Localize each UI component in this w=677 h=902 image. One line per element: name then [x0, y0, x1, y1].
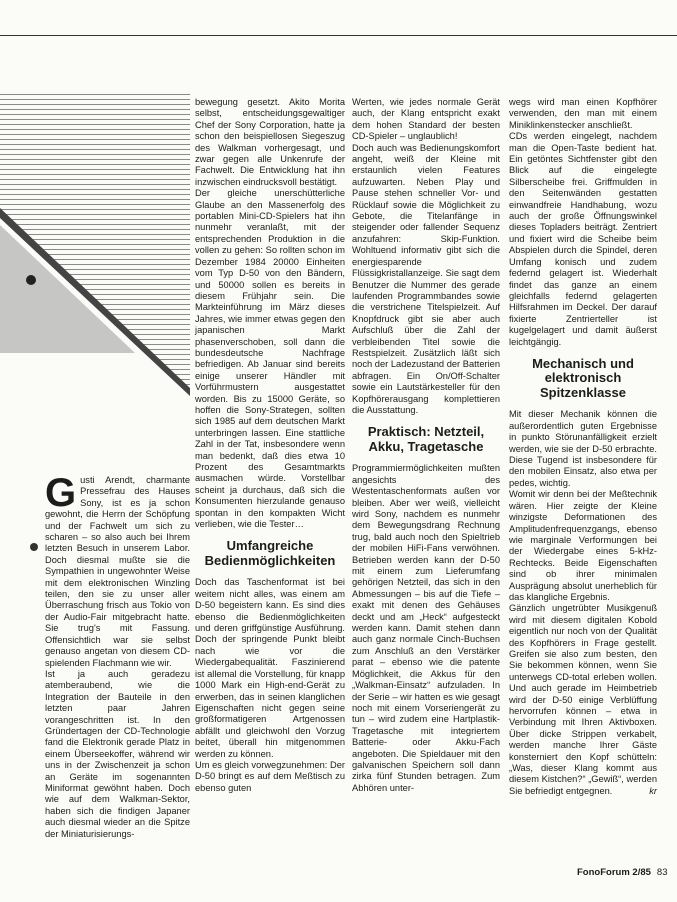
author-signature: kr	[649, 785, 657, 796]
bullet-icon	[26, 275, 36, 285]
section-heading: Mechanisch und elektronisch Spitzenklasse	[532, 355, 634, 400]
paragraph: Mit dieser Mechanik können die außerordentlich guten Ergebnisse in punkto Störunanfälligkeit erzielt werden, wie sie der D-50 erbrachte. Diese Tugend ist insbesondere für den mobilen Einsatz, also etwa per pedes, wichtig.	[509, 409, 657, 488]
paragraph-text: Gänzlich ungetrübter Musikgenuß wird mit diesem digitalen Kobold eigentlich nur noch von der Qualität des Kopfhörers in Frage gestellt. Greifen sie also zum besten, den Sie bekommen können, wenn Sie unterwegs CD-total erleben wollen. Und auch gerade im Heimbetrieb wird der D-50 einige Verblüffung hervorrufen können – etwa in Verbindung mit Ihren Aktivboxen. Über dicke Strippen verkabelt, werden manche Ihrer Gäste konsterniert den Kopf schütteln: „Was, dieser Klang kommt aus diesem Kistchen?“ „Gewiß“, werden Sie befriedigt entgegnen.	[509, 603, 657, 796]
paragraph: Ist ja auch geradezu atemberaubend, wie die Integration der Bauteile in den letzten paar Jahren vorangeschritten ist. In den Gründertagen der CD-Technologie fand die Elektronik gerade Platz in einem Überseekoffer, während wir uns in der Zwischenzeit ja schon an Geräte im sogenannten Miniformat gewöhnt haben. Doch wie auf dem Walkman-Sektor, haben sich die findigen Japaner auch diesmal wieder an die Spitze der Miniaturisierungs-	[45, 668, 190, 839]
text-column-4	[509, 97, 657, 797]
text-column-3	[352, 97, 500, 794]
magazine-issue: FonoForum 2/85	[577, 867, 651, 878]
margin-bullet-icon	[30, 543, 38, 551]
page-number: 83	[656, 867, 668, 878]
paragraph: Der gleiche unerschütterliche Glaube an den Massenerfolg des portablen Mini-CD-Spielers hat ihn nunmehr veranlaßt, mit der entsprechenden Produktion in die vollen zu gehen: So rollten schon im Dezember 1984 20000 Einheiten vom Typ D-50 von den Bändern, und 50000 sollen es bereits in diesem Frühjahr sein. Die Markteinführung im März dieses Jahres, wie immer etwas gegen den japanischen Markt phasenverschoben, soll dann die bundesdeutsche Nachfrage befriedigen. Ab Januar sind bereits einige unserer Händler mit Vorführmustern ausgestattet worden. Bis zu 15000 Geräte, so hoffen die Sony-Strategen, sollten sich 1985 auf dem deutschen Markt unterbringen lassen. Eine stattliche Zahl in der Tat, insbesondere wenn man bedenkt, daß dies etwa 10 Prozent des Gesamtmarkts ausmachen würde. Vorstellbar scheint ja durchaus, daß sich die Konsumenten hierzulande genauso spontan in den kompakten Wicht verlieben, wie die Tester…	[195, 188, 345, 530]
paragraph-text: usti Arendt, charmante Pressefrau des Hauses Sony, ist es ja schon gewohnt, die Herrn der Schöpfung und der Fachwelt um sich zu scharen – so also auch bei Ihrem letzten Besuch in unserem Labor. Doch diesmal mußte sie die Sympathien in ungewohnter Weise mit dem elektronischen Winzling teilen, den sie zu unser aller Überraschung frisch aus Tokio von der Audio-Fair mitgebracht hatte. Sie trug's mit Fassung. Offensichtlich war sie selbst genauso angetan von diesem CD-spielenden Flachmann wie wir.	[45, 475, 190, 668]
paragraph: Um es gleich vorwegzunehmen: Der D-50 bringt es auf dem Meßtisch zu ebenso guten	[195, 759, 345, 793]
paragraph	[45, 471, 190, 669]
paragraph: Doch auch was Bedienungskomfort angeht, weiß der Kleine mit erstaunlich vielen Features aufzuwarten. Neben Play und Pause stehen schneller Vor- und Rücklauf sowie die Möglichkeit zu Gebote, die Titelanfänge in steigender oder fallender Sequenz anzufahren: Skip-Funktion. Wohltuend informativ gibt sich die energiesparende Flüssigkristallanzeige. Sie sagt dem Benutzer die Nummer des gerade laufenden Programmbandes sowie die verstrichene Titelspielzeit. Auf Knopfdruck gibt sie aber auch Aufschluß über die Zahl der verbleibenden Titel sowie die Restspielzeit. Zusätzlich läßt sich noch der Ladezustand der Batterien abfragen. Ein On/Off-Schalter sowie ein Lautstärkesteller für den Kopfhörerausgang komplettieren die Ausstattung.	[352, 142, 500, 415]
paragraph: Doch das Taschenformat ist bei weitem nicht alles, was einem am D-50 begeistern kann. Es sind dies ebenso die Bedienmöglichkeiten und deren griffgünstige Ausführung. Doch der springende Punkt bleibt nach wie vor die Wiedergabequalität. Faszinierend ist allemal die Vorstellung, für knapp 1000 Mark ein High-end-Gerät zu erwerben, das in seinen klanglichen Eigenschaften nicht gegen seine großformatigeren Artgenossen abfällt und gleichwohl den Vorzug beitet, überall hin mitgenommen werden zu können.	[195, 577, 345, 759]
paragraph: Werten, wie jedes normale Gerät auch, der Klang entspricht exakt dem hohen Standard der besten CD-Spieler – unglaublich!	[352, 97, 500, 142]
section-heading: Praktisch: Netzteil, Akku, Tragetasche	[367, 424, 485, 454]
paragraph: Programmiermöglichkeiten mußten angesichts des Westentaschenformats außen vor bleiben. Aber wer weiß, vielleicht wird Sony, nachdem es nunmehr dem Bewegungsdrang Rechnung trug, bald auch noch den Spieltrieb der mobilen HiFi-Fans verwöhnen. Betrieben werden kann der D-50 mit einem zum Lieferumfang gehörigen Netzteil, das sich in den Abmessungen – bis auf die Tiefe – exakt mit denen des Gehäuses deckt und am „Heck“ aufgesteckt werden kann. Damit stehen dann auch ganz normale Cinch-Buchsen zum Anschluß an den Verstärker parat – ebenso wie die patente Möglichkeit, die Akkus für den „Walkman-Einsatz“ aufzuladen. In der Serie – wir hatten es wie gesagt noch mit einem Vorseriengerät zu tun – wird zudem eine Hartplastik-Tragetasche mit integriertem Batterie- oder Akku-Fach angeboten. Die Spieldauer mit den galvanischen Speichern soll dann zirka fünf Stunden betragen. Zum Abhören unter-	[352, 463, 500, 793]
paragraph	[509, 603, 657, 797]
text-column-2	[195, 97, 345, 794]
paragraph: CDs werden eingelegt, nachdem man die Open-Taste bedient hat. Ein getöntes Sichtfenster gibt den Blick auf die eingelegte Silberscheibe frei. Griffmulden in den Seitenwänden gestatten einwandfreie Handhabung, wozu auch der große Öffnungswinkel dieses Topladers beiträgt. Zentriert und fixiert wird die Scheibe beim Abspielen durch die Spindel, deren Umfang konisch und zudem federnd gelagert ist. Wiederhalt findet das ganze an einem gleichfalls federnd gelagerten Hilfsrahmen im Deckel. Der darauf fixierte Zentrierteller ist kugelgelagert und damit äußerst leichtgängig.	[509, 131, 657, 347]
text-column-1	[45, 471, 190, 840]
page-footer	[577, 867, 667, 878]
paragraph: Womit wir denn bei der Meßtechnik wären. Hier zeigte der Kleine winzigste Deformationen des Amplitudenfrequenzgangs, ebenso wie marginale Verformungen bei der Wiedergabe eines 5-kHz-Rechtecks. Beide Eigenschaften sind ob ihrer minimalen Ausprägung absolut unerheblich für das klangliche Ergebnis.	[509, 489, 657, 602]
drop-cap: G	[45, 471, 77, 515]
paragraph: wegs wird man einen Kopfhörer verwenden, den man mit einem Miniklinkenstecker anschließt.	[509, 97, 657, 130]
paragraph: bewegung gesetzt. Akito Morita selbst, entscheidungsgewaltiger Chef der Sony Corporation, hatte ja schon den beispiellosen Siegeszug des Walkman vorhergesagt, und zwar gegen alle Unkenrufe der Fachwelt. Die Entwicklung hat ihn inzwischen eindrucksvoll bestätigt.	[195, 97, 345, 187]
illustration-left	[0, 90, 190, 470]
section-heading: Umfangreiche Bedienmöglichkeiten	[204, 538, 336, 568]
top-rule	[0, 35, 677, 36]
